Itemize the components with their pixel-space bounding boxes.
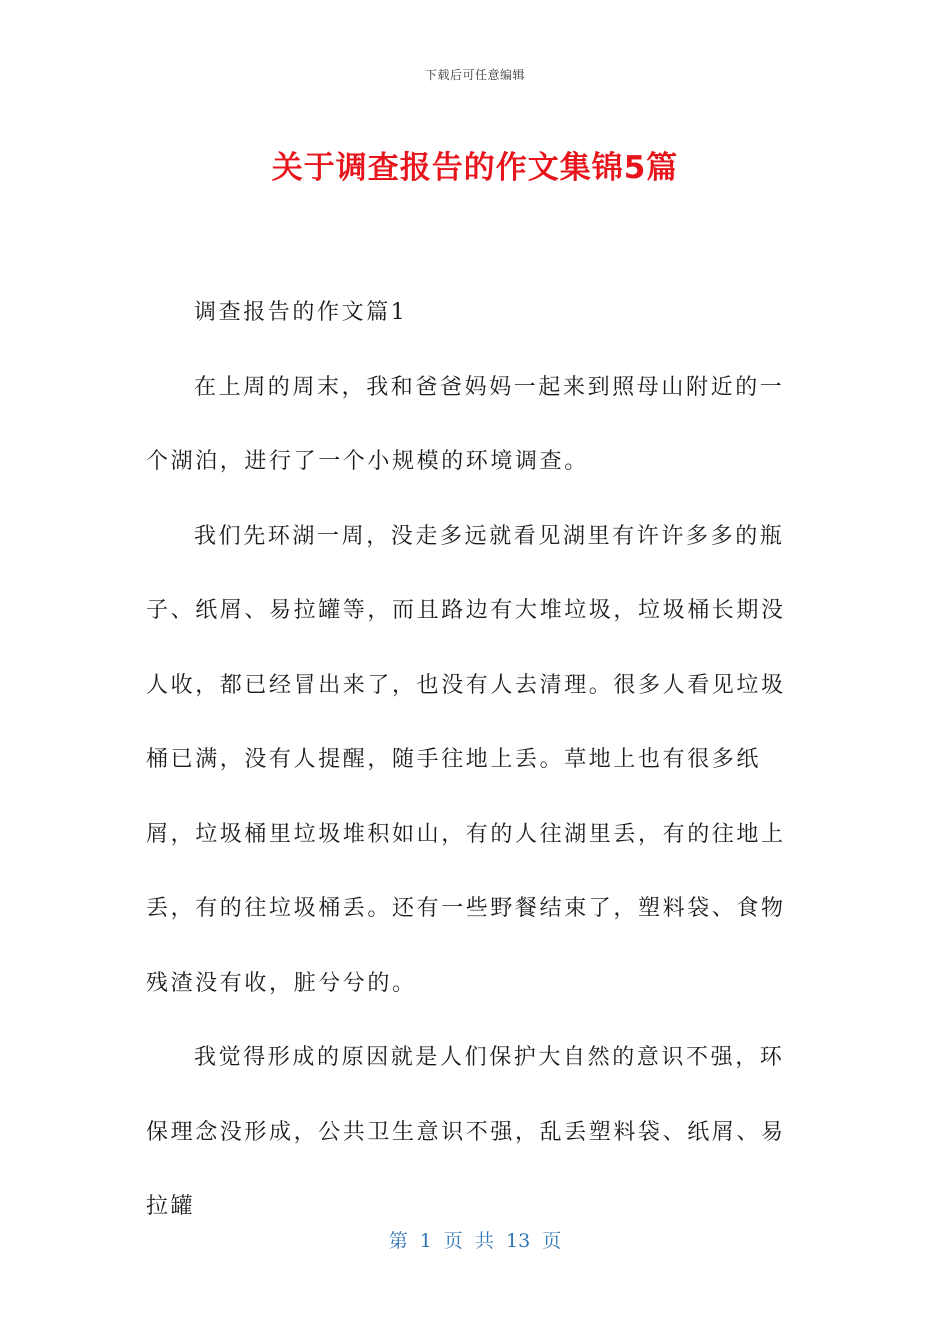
- header-note: 下载后可任意编辑: [424, 68, 525, 82]
- document-body: [146, 276, 806, 1245]
- paragraph: 我们先环湖一周，没走多远就看见湖里有许许多多的瓶子、纸屑、易拉罐等，而且路边有大堆垃圾，垃圾桶长期没人收，都已经冒出来了，也没有人去清理。很多人看见垃圾桶已满，没有人提醒，随手往地上丢。草地上也有很多纸屑，垃圾桶里垃圾堆积如山，有的人往湖里丢，有的往地上丢，有的往垃圾桶丢。还有一些野餐结束了，塑料袋、食物残渣没有收，脏兮兮的。: [146, 523, 786, 996]
- paragraph: 我觉得形成的原因就是人们保护大自然的意识不强，环保理念没形成，公共卫生意识不强，乱丢塑料袋、纸屑、易拉罐: [146, 1045, 786, 1219]
- section-heading: 调查报告的作文篇1: [194, 300, 408, 325]
- paragraph: 在上周的周末，我和爸爸妈妈一起来到照母山附近的一个湖泊，进行了一个小规模的环境调查。: [146, 374, 785, 474]
- page-number-footer: 第 1 页 共 13 页: [388, 1230, 562, 1252]
- document-title: 关于调查报告的作文集锦5篇: [271, 150, 679, 186]
